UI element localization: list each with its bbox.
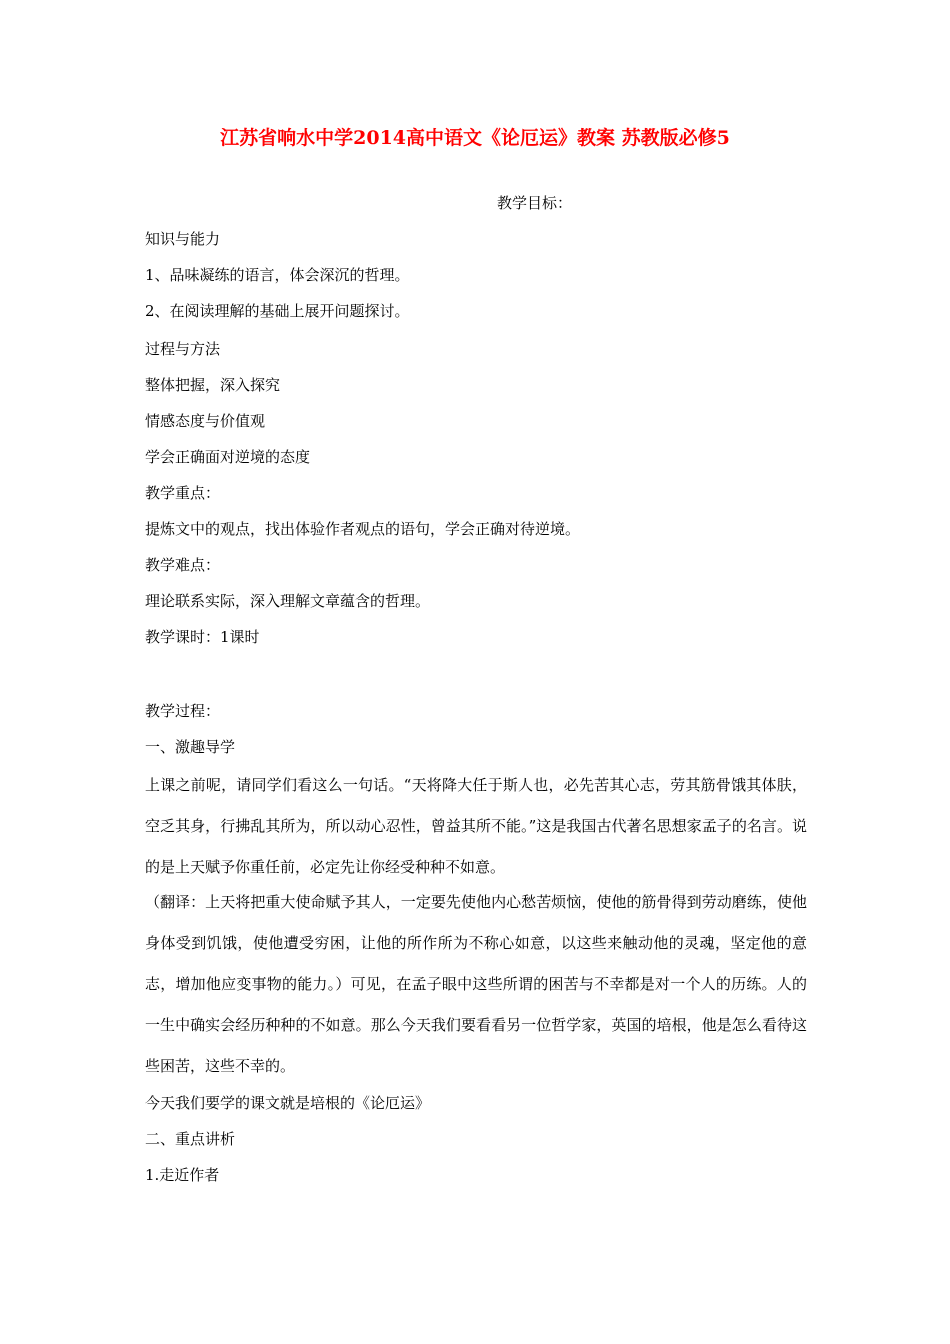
- process-heading: 教学过程：: [145, 702, 221, 720]
- document-title: 江苏省响水中学2014高中语文《论厄运》教案 苏教版必修5: [220, 127, 730, 149]
- process-method-text: 整体把握，深入探究: [145, 376, 281, 394]
- emotion-values-text: 学会正确面对逆境的态度: [145, 448, 311, 466]
- section-1-heading: 一、激趣导学: [145, 738, 236, 756]
- lesson-intro: 今天我们要学的课文就是培根的《论厄运》: [145, 1094, 431, 1112]
- emotion-values-heading: 情感态度与价值观: [145, 412, 266, 430]
- class-hours: 教学课时：1课时: [145, 628, 260, 646]
- difficulties-heading: 教学难点：: [145, 556, 221, 574]
- knowledge-ability-heading: 知识与能力: [145, 230, 221, 248]
- difficulties-text: 理论联系实际，深入理解文章蕴含的哲理。: [145, 592, 431, 610]
- intro-paragraph: 上课之前呢，请同学们看这么一句话。“天将降大任于斯人也，必先苦其心志，劳其筋骨饿其体肤，空乏其身，行拂乱其所为，所以动心忍性，曾益其所不能。”这是我国古代著名思想家孟子的名言。说的是上天赋予你重任前，必定先让你经受种种不如意。: [145, 776, 807, 876]
- key-points-text: 提炼文中的观点，找出体验作者观点的语句，学会正确对待逆境。: [145, 520, 581, 538]
- objectives-heading: 教学目标：: [497, 194, 573, 212]
- section-2-item-1: 1.走近作者: [145, 1166, 220, 1184]
- section-2-heading: 二、重点讲析: [145, 1130, 236, 1148]
- process-method-heading: 过程与方法: [145, 340, 221, 358]
- key-points-heading: 教学重点：: [145, 484, 221, 502]
- objective-item-1: 1、品味凝练的语言，体会深沉的哲理。: [145, 266, 410, 284]
- objective-item-2: 2、在阅读理解的基础上展开问题探讨。: [145, 302, 410, 320]
- translation-paragraph: （翻译：上天将把重大使命赋予其人，一定要先使他内心愁苦烦恼，使他的筋骨得到劳动磨练，使他身体受到饥饿，使他遭受穷困，让他的所作所为不称心如意，以这些来触动他的灵魂，坚定他的意志，增加他应变事物的能力。）可见，在孟子眼中这些所谓的困苦与不幸都是对一个人的历练。人的一生中确实会经历种种的不如意。那么今天我们要看看另一位哲学家，英国的培根，他是怎么看待这些困苦，这些不幸的。: [145, 893, 807, 1075]
